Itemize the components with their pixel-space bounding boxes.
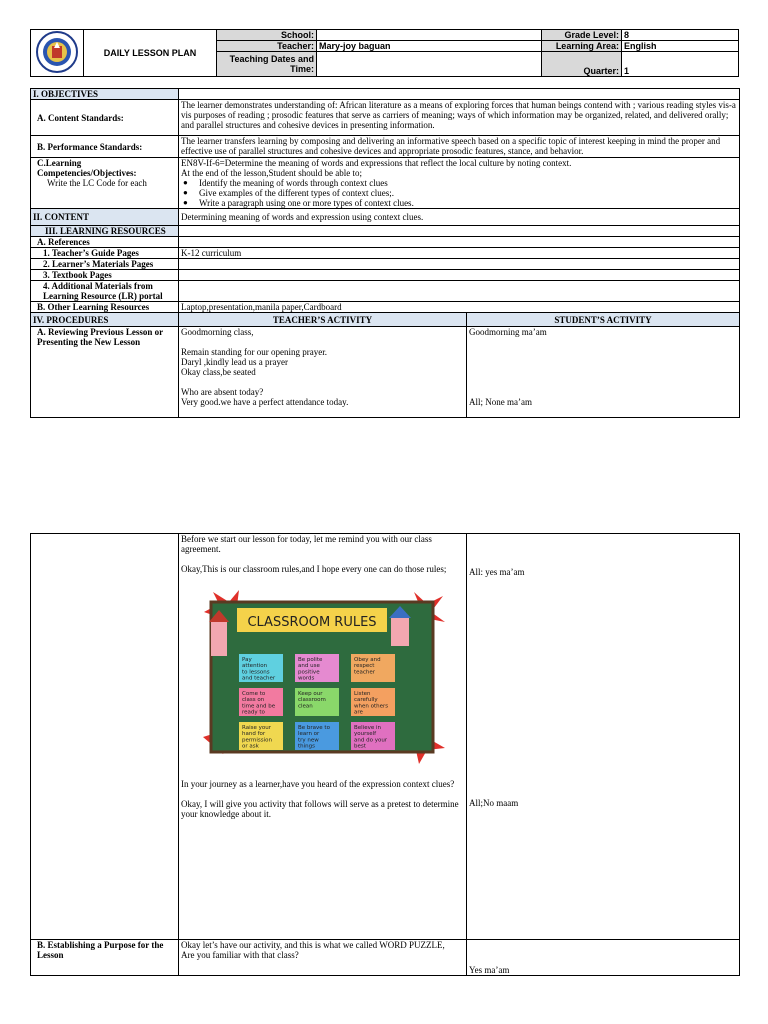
quarter-label: Quarter: (542, 52, 622, 77)
teacher-line: Very good.we have a perfect attendance today. (181, 397, 349, 407)
student-line: Goodmorning ma’am (469, 327, 547, 337)
deped-logo (31, 30, 84, 77)
rule-note-text: best (354, 743, 366, 750)
competencies-label: C.Learning Competencies/Objectives: (37, 158, 137, 178)
other-resources-value: Laptop,presentation,manila paper,Cardboard (179, 302, 740, 313)
rule-note-text: Pay (242, 657, 252, 663)
poster-image (199, 582, 449, 767)
competency-intro: At the end of the lesson,Student should be able to; (181, 168, 362, 178)
purpose-student-cell (467, 940, 740, 976)
spacer (181, 377, 464, 387)
rule-note-text: attention (242, 663, 268, 670)
rule-note-text: try new (298, 737, 319, 744)
teacher-line: Daryl ,kindly lead us a prayer (181, 357, 288, 367)
spacer (181, 554, 464, 564)
content-standards-text: The learner demonstrates understanding of: African literature as a means of exploring forces that human beings contend with ; various reading styles vis-a vis purposes of reading ; prosodic features that serve as carriers of meaning; ways of which information may be organized, related, and delivered orally; and parallel structures and cohesive devices in presenting information. (179, 100, 740, 136)
header-table (30, 29, 739, 77)
rule-note-text: Obey and (354, 657, 381, 663)
teacher-line: Okay let’s have our activity, and this is what we called WORD PUZZLE, (181, 940, 445, 950)
rule-note-text: hand for (242, 731, 266, 738)
teacher-label: Teacher: (217, 41, 317, 52)
rule-note-text: permission (242, 737, 273, 744)
rule-note-text: yourself (354, 731, 377, 738)
rule-note-text: class on (242, 697, 265, 704)
dates-label: Teaching Dates and Time: (217, 52, 317, 77)
rule-note-text: and do your (354, 737, 388, 744)
teacher-line: In your journey as a learner,have you heard of the expression context clues? (181, 779, 455, 789)
rule-note-text: teacher (354, 669, 376, 676)
grade-label: Grade Level: (542, 30, 622, 41)
rule-note-text: things (298, 743, 316, 750)
competencies-cell (179, 158, 740, 209)
rule-note-text: words (298, 675, 315, 682)
teacher-line: Before we start our lesson for today, let me remind you with our class agreement. (181, 534, 432, 554)
rule-note-text: Believe in (354, 725, 381, 731)
rule-note-text: Keep our (298, 691, 323, 697)
lesson-plan-table-continued (30, 533, 740, 976)
objective-bullet: ● Identify the meaning of words through context clues (181, 178, 737, 188)
teacher-line: Goodmorning class, (181, 327, 254, 337)
rule-note-text: when others (354, 703, 389, 710)
teacher-line: Remain standing for our opening prayer. (181, 347, 327, 357)
lr-blank (179, 281, 740, 302)
rule-note-text: or ask (242, 743, 259, 750)
resources-blank (179, 226, 740, 237)
school-label: School: (217, 30, 317, 41)
rule-note-text: are (354, 709, 363, 716)
references-blank (179, 237, 740, 248)
lesson-plan-table (30, 88, 740, 418)
teacher-line: Okay class,be seated (181, 367, 256, 377)
tg-label: 1. Teacher’s Guide Pages (31, 248, 179, 259)
spacer (181, 337, 464, 347)
dates-value (317, 52, 542, 77)
purpose-teacher-cell (179, 940, 467, 976)
performance-standards-text: The learner transfers learning by composing and delivering an informative speech based on a specific topic of interest keeping in mind the proper and effective use of parallel structures and cohesive devices and appropriate prosodic features, stance, and behavior. (179, 136, 740, 158)
teacher-cell-continued (179, 534, 467, 940)
resources-heading: III. LEARNING RESOURCES (31, 226, 179, 237)
rule-note-text: learn or (298, 731, 320, 738)
objectives-heading: I. OBJECTIVES (31, 89, 179, 100)
grade-value: 8 (622, 30, 739, 41)
rule-note-text: classroom (298, 697, 326, 704)
rule-note-text: and use (298, 663, 320, 670)
performance-standards-label: B. Performance Standards: (31, 136, 179, 158)
teacher-line: Okay,This is our classroom rules,and I hope every one can do those rules; (181, 564, 447, 574)
rule-note-text: Listen (354, 691, 371, 697)
review-lesson-label: A. Reviewing Previous Lesson or Presenting the New Lesson (31, 327, 179, 418)
spacer (181, 767, 464, 779)
rule-note-text: and teacher (242, 675, 276, 682)
competency-code: EN8V-If-6=Determine the meaning of words and expressions that reflect the local culture by noting context. (181, 158, 572, 168)
objective-bullet: ● Write a paragraph using one or more types of context clues. (181, 198, 737, 208)
dlp-title: DAILY LESSON PLAN (84, 30, 217, 77)
teacher-line: Who are absent today? (181, 387, 264, 397)
rule-note-text: time and be (242, 703, 276, 710)
references-label: A. References (31, 237, 179, 248)
lm-label: 2. Learner’s Materials Pages (31, 259, 179, 270)
teacher-value: Mary-joy baguan (317, 41, 542, 52)
rule-note-text: Raise your (242, 725, 271, 731)
student-line: All;No maam (469, 798, 519, 808)
tb-label: 3. Textbook Pages (31, 270, 179, 281)
rule-note-text: ready to (242, 709, 265, 716)
competencies-label-cell (31, 158, 179, 209)
rule-note-text: Be polite (298, 657, 323, 663)
student-activity-heading: STUDENT’S ACTIVITY (467, 313, 740, 327)
rule-note-text: Be brave to (298, 725, 330, 731)
spacer (469, 534, 737, 567)
review-student-cell (467, 327, 740, 418)
classroom-rules-poster (199, 582, 449, 767)
teacher-activity-heading: TEACHER’S ACTIVITY (179, 313, 467, 327)
school-value (317, 30, 542, 41)
area-value: English (622, 41, 739, 52)
teacher-line: Okay, I will give you activity that follows will serve as a pretest to determine your knowledge about it. (181, 799, 459, 819)
spacer (181, 789, 464, 799)
content-value: Determining meaning of words and expression using context clues. (179, 209, 740, 226)
objectives-blank (179, 89, 740, 100)
other-resources-label: B. Other Learning Resources (31, 302, 179, 313)
spacer (469, 337, 737, 397)
student-cell-continued (467, 534, 740, 940)
student-line: All; None ma’am (469, 397, 532, 407)
rule-note-text: positive (298, 669, 320, 676)
teacher-line: Are you familiar with that class? (181, 950, 299, 960)
empty-label-cell (31, 534, 179, 940)
quarter-value: 1 (622, 52, 739, 77)
area-label: Learning Area: (542, 41, 622, 52)
review-teacher-cell (179, 327, 467, 418)
tb-blank (179, 270, 740, 281)
lr-label: 4. Additional Materials from Learning Resource (LR) portal (31, 281, 179, 302)
tg-value: K-12 curriculum (179, 248, 740, 259)
rule-note-text: to lessons (242, 669, 270, 676)
deped-seal-icon (34, 30, 80, 74)
procedures-heading: IV. PROCEDURES (31, 313, 179, 327)
content-heading: II. CONTENT (31, 209, 179, 226)
lm-blank (179, 259, 740, 270)
rule-note-text: clean (298, 703, 313, 710)
competencies-sub: Write the LC Code for each (47, 178, 147, 188)
content-standards-label: A. Content Standards: (31, 100, 179, 136)
purpose-label: B. Establishing a Purpose for the Lesson (31, 940, 179, 976)
poster-title: CLASSROOM RULES (247, 615, 377, 630)
rule-note-text: carefully (354, 697, 378, 704)
student-line: Yes ma’am (469, 965, 510, 975)
student-line: All: yes ma’am (469, 567, 525, 577)
rule-note-text: Come to (242, 691, 266, 697)
objective-bullet: ● Give examples of the different types of context clues;. (181, 188, 737, 198)
spacer (469, 577, 737, 798)
rule-note-text: respect (354, 663, 375, 670)
